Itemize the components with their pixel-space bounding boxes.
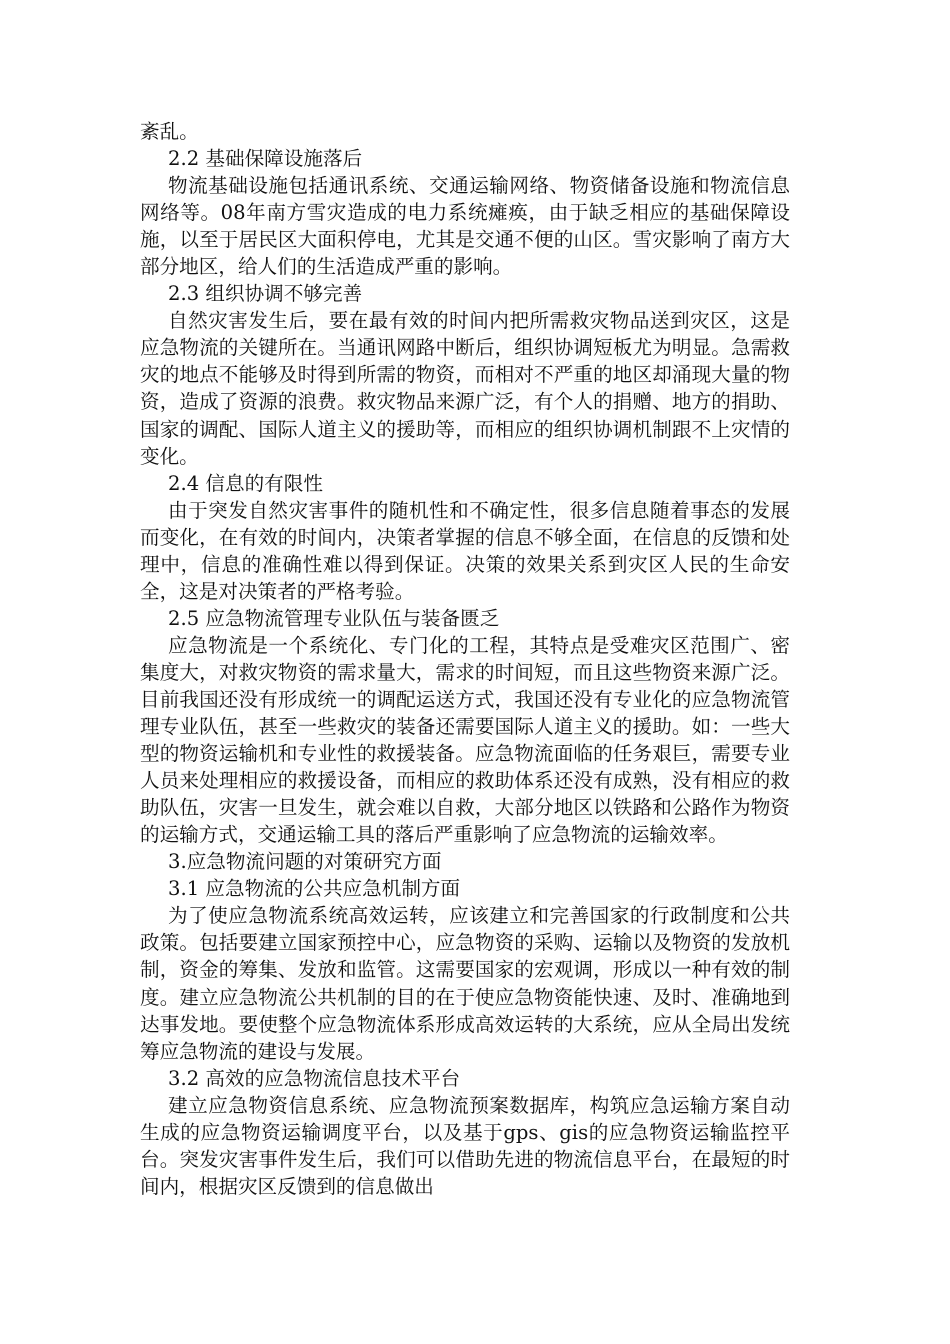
section-heading-3: 3.应急物流问题的对策研究方面 <box>168 850 442 874</box>
section-heading-2-5: 2.5 应急物流管理专业队伍与装备匮乏 <box>168 606 500 630</box>
section-heading-2-2: 2.2 基础保障设施落后 <box>168 147 363 171</box>
section-heading-2-3: 2.3 组织协调不够完善 <box>168 282 363 306</box>
section-heading-2-4: 2.4 信息的有限性 <box>168 471 323 495</box>
paragraph-2-4: 由于突发自然灾害事件的随机性和不确定性，很多信息随着事态的发展而变化，在有效的时间内，决策者掌握的信息不够全面，在信息的反馈和处理中，信息的准确性难以得到保证。决策的效果关系到灾区人民的生命安全，这是对决策者的严格考验。 <box>140 498 790 603</box>
paragraph-3-1: 为了使应急物流系统高效运转，应该建立和完善国家的行政制度和公共政策。包括要建立国家预控中心，应急物资的采购、运输以及物资的发放机制，资金的筹集、发放和监管。这需要国家的宏观调，形成以一种有效的制度。建立应急物流公共机制的目的在于使应急物资能快速、及时、准确地到达事发地。要使整个应急物流体系形成高效运转的大系统，应从全局出发统筹应急物流的建设与发展。 <box>140 904 790 1063</box>
section-heading-3-2: 3.2 高效的应急物流信息技术平台 <box>168 1066 461 1090</box>
document-body <box>140 118 790 1200</box>
section-heading-3-1: 3.1 应急物流的公共应急机制方面 <box>168 877 461 901</box>
paragraph-3-2: 建立应急物资信息系统、应急物流预案数据库，构筑应急运输方案自动生成的应急物资运输调度平台，以及基于gps、gis的应急物资运输监控平台。突发灾害事件发生后，我们可以借助先进的物流信息平台，在最短的时间内，根据灾区反馈到的信息做出 <box>140 1093 790 1198</box>
paragraph-2-3: 自然灾害发生后，要在最有效的时间内把所需救灾物品送到灾区，这是应急物流的关键所在。当通讯网路中断后，组织协调短板尤为明显。急需救灾的地点不能够及时得到所需的物资，而相对不严重的地区却涌现大量的物资，造成了资源的浪费。救灾物品来源广泛，有个人的捐赠、地方的捐助、国家的调配、国际人道主义的援助等，而相应的组织协调机制跟不上灾情的变化。 <box>140 309 790 468</box>
paragraph-continuation: 紊乱。 <box>140 120 199 143</box>
paragraph-2-5: 应急物流是一个系统化、专门化的工程，其特点是受难灾区范围广、密集度大，对救灾物资的需求量大，需求的时间短，而且这些物资来源广泛。目前我国还没有形成统一的调配运送方式，我国还没有专业化的应急物流管理专业队伍，甚至一些救灾的装备还需要国际人道主义的援助。如：一些大型的物资运输机和专业性的救援装备。应急物流面临的任务艰巨，需要专业人员来处理相应的救援设备，而相应的救助体系还没有成熟，没有相应的救助队伍，灾害一旦发生，就会难以自救，大部分地区以铁路和公路作为物资的运输方式，交通运输工具的落后严重影响了应急物流的运输效率。 <box>140 633 790 847</box>
paragraph-2-2: 物流基础设施包括通讯系统、交通运输网络、物资储备设施和物流信息网络等。08年南方雪灾造成的电力系统瘫痪，由于缺乏相应的基础保障设施，以至于居民区大面积停电，尤其是交通不便的山区。雪灾影响了南方大部分地区，给人们的生活造成严重的影响。 <box>140 174 790 279</box>
